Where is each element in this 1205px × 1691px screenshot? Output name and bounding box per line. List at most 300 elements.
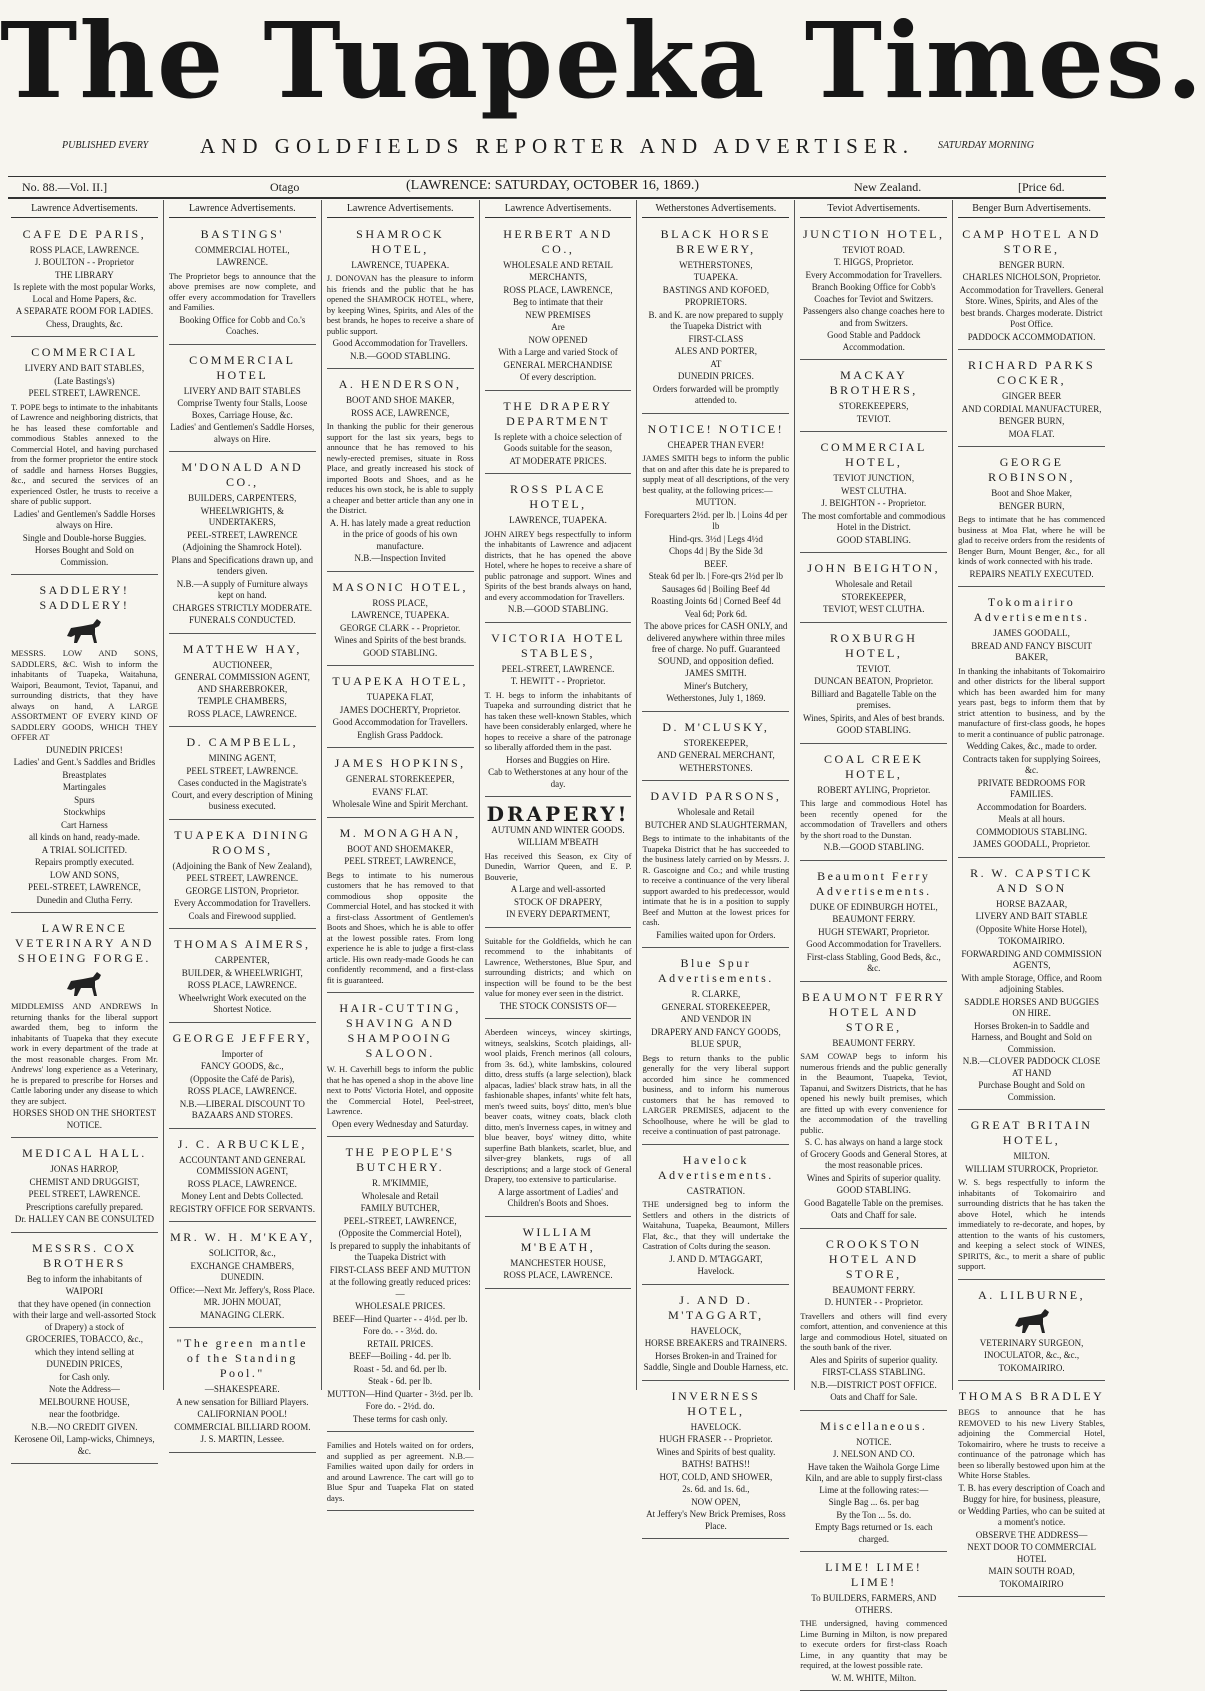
advertisement (642, 417, 789, 712)
advertisement (485, 1022, 632, 1217)
column-header: Benger Burn Advertisements. (958, 200, 1105, 218)
ad-line: Orders forwarded will be promptly attended to. (652, 383, 779, 405)
advertisement (642, 715, 789, 782)
ad-line: Comprise Twenty four Stalls, Loose Boxes, Carriage House, &c. (177, 398, 308, 420)
ad-body-text: The Proprietor begs to announce that the above premises are now complete, and offer every accommodation for Travellers and Families. (168, 270, 316, 312)
ad-line: which they intend selling at (34, 1346, 135, 1357)
ad-line: Fore do. - 2½d. do. (365, 1401, 435, 1411)
ad-extra-line: Repairs promptly executed. (34, 857, 135, 867)
ad-line: NOW OPEN, (691, 1496, 741, 1507)
ad-line: MELBOURNE HOUSE, (39, 1396, 130, 1407)
ad-line: AT MODERATE PRICES. (509, 455, 607, 466)
ad-title: MATTHEW HAY, (182, 641, 302, 656)
ad-extra-line: Wedding Cakes, &c., made to order. (966, 741, 1097, 751)
newspaper-title: The Tuapeka Times. (0, 0, 1205, 122)
ad-title: COMMERCIAL (31, 345, 138, 359)
ad-line: N.B.—LIBERAL DISCOUNT TO BAZAARS AND STORES. (179, 1098, 305, 1120)
ad-line: ROBERT AYLING, Proprietor. (817, 784, 931, 795)
ad-line: J. NELSON AND CO. (832, 1449, 915, 1459)
ad-title: TUAPEKA HOTEL, (332, 674, 468, 688)
ad-extra-line: Booking Office for Cobb and Co.'s Coaches. (179, 314, 306, 336)
ad-line: CHARLES NICHOLSON, Proprietor. (962, 272, 1101, 282)
ad-line: BOOT AND SHOE MAKER, (345, 395, 455, 405)
ad-body-text: MESSRS. LOW AND SONS, SADDLERS, &C. Wish to inform the inhabitants of Tuapeka, Waitahuna, Waipori, Beaumont, Teviot, Tapanui, and surrounding districts, that they have always on hand, A LARGE ASSORTMENT OF EVERY KIND OF SADDLERY GOODS, WHICH THEY OFFER AT (11, 648, 158, 742)
ad-line: WHOLESALE PRICES. (355, 1301, 446, 1311)
advertisement (327, 996, 474, 1137)
ad-line: PEEL STREET, LAWRENCE, (344, 856, 457, 866)
ad-extra-line: Havelock. (697, 1266, 735, 1276)
ad-line: Beg to intimate that their (513, 297, 603, 307)
ad-line: GENERAL STOREKEEPER, (661, 1001, 771, 1012)
ad-title: A. HENDERSON, (338, 377, 462, 391)
ad-line: LIVERY AND BAIT STABLES (183, 385, 301, 396)
column-6 (795, 200, 953, 1683)
ad-extra-line: STOCK OF DRAPERY, (514, 896, 602, 907)
ad-line: Wines and Spirits of best quality. (656, 1446, 776, 1457)
ad-title: Beaumont Ferry Advertisements. (815, 868, 932, 898)
ad-line: WILLIAM STURROCK, Proprietor. (965, 1163, 1099, 1174)
ad-line: MOA FLAT. (1008, 428, 1055, 439)
ad-extra-line: J. AND D. M'TAGGART, (669, 1253, 763, 1264)
ad-extra-line: all kinds on hand, ready-made. (28, 832, 140, 842)
ad-line: PEEL STREET, LAWRENCE. (28, 388, 141, 398)
ad-line: 2s. 6d. and 1s. 6d., (682, 1484, 750, 1494)
ad-extra-line: S. C. has always on hand a large stock of Grocery Goods and General Stores, at the most reasonable prices. (800, 1137, 948, 1170)
ad-line: T. HEWITT - - Proprietor. (510, 676, 606, 686)
ad-title: JOHN BEIGHTON, (807, 561, 941, 575)
ad-line: N.B.—A supply of Furniture always kept on hand. (176, 578, 308, 600)
ad-line: Of every description. (519, 372, 597, 382)
ad-line: Purchase Bought and Sold on Commission. (978, 1080, 1085, 1102)
ad-body-text: Begs to intimate that he has commenced business at Moa Flat, where he will be glad to receive orders from the residents of Benger Burn, Mount Benger, &c., for all kinds of work connected with his trade. (958, 514, 1106, 566)
horse-icon (1009, 1306, 1055, 1336)
ad-title: Havelock Advertisements. (657, 1152, 774, 1182)
advertisement (958, 1283, 1105, 1382)
ad-line: TOKOMAIRIRO. (998, 1362, 1065, 1373)
ad-extra-line: OBSERVE THE ADDRESS— (975, 1529, 1088, 1540)
ad-extra-line: W. M. WHITE, Milton. (831, 1672, 917, 1683)
ad-line: Steak - 6d. per lb. (368, 1376, 433, 1386)
advertisement (800, 864, 947, 982)
ad-body-text: Begs to intimate to the inhabitants of the Tuapeka District that he has succeeded to the business lately carried on by Messrs. J. R. Gascoigne and Co.; and while trusting to receive a continuance of the very liberal support awarded to his predecessor, would intimate that he is in a position to supply Beef and Mutton at the lowest prices for cash. (642, 833, 790, 927)
ad-line: Empty Bags returned or 1s. each charged. (814, 1522, 933, 1544)
ad-line: BATHS! BATHS!! (681, 1459, 750, 1469)
ad-line: JONAS HARROP, (50, 1164, 119, 1174)
masthead (0, 0, 1205, 176)
ad-line: Plans and Specifications drawn up, and tenders given. (171, 554, 314, 576)
ad-title: SHAMROCK HOTEL, (356, 226, 445, 256)
ad-extra-line: N.B.—GOOD STABLING. (507, 604, 609, 614)
ad-line: CHEAPER THAN EVER! (667, 439, 765, 450)
ad-line: Are (551, 322, 565, 332)
ad-extra-line: A large assortment of Ladies' and Children's Boots and Shoes. (497, 1186, 619, 1208)
advertisement (800, 985, 947, 1229)
ad-line: BEEF—Boiling - 4d. per lb. (349, 1351, 452, 1361)
ad-line: MILTON. (1013, 1151, 1050, 1161)
ad-title: COMMERCIAL HOTEL, (820, 440, 927, 469)
ad-extra-line: IN EVERY DEPARTMENT, (506, 909, 610, 919)
ad-line: WEST CLUTHA. (841, 485, 907, 496)
ad-line: BREAD AND FANCY BISCUIT BAKER, (971, 640, 1092, 662)
ad-extra-line: Chops 4d | By the Side 3d (668, 546, 763, 556)
advertisement (169, 1132, 316, 1223)
ad-extra-line: Roasting Joints 6d | Corned Beef 4d (650, 596, 781, 606)
ad-body-text: W. H. Caverhill begs to inform the public that he has opened a shop in the above line next to Potts' Victoria Hotel, and opposite the Commercial Hotel, Peel-street, Lawrence. (326, 1064, 474, 1116)
ad-line: These terms for cash only. (352, 1413, 448, 1424)
column-header: Lawrence Advertisements. (485, 200, 632, 218)
ad-line: RETAIL PRICES. (367, 1338, 434, 1349)
ad-title: LAWRENCE VETERINARY AND SHOEING FORGE. (14, 921, 154, 965)
ad-line: GINGER BEER (1001, 391, 1062, 401)
advertisement (327, 222, 474, 370)
column-4 (480, 200, 638, 1390)
ad-line: MR. JOHN MOUAT, (203, 1297, 281, 1307)
ad-line: Ladies' and Gentlemen's Saddle Horses, always on Hire. (170, 422, 315, 444)
ad-line: AT (710, 358, 722, 369)
advertisement (800, 363, 947, 432)
column-header: Lawrence Advertisements. (327, 200, 474, 218)
ad-line: First-class Stabling, Good Beds, &c., &c. (806, 951, 941, 973)
ad-extra-line: Hind-qrs. 3½d | Legs 4½d (668, 533, 763, 544)
ad-title: GEORGE JEFFERY, (172, 1030, 312, 1045)
ad-line: Wholesale and Retail (361, 1190, 439, 1201)
ad-line: Is prepared to supply the inhabitants of the Tuapeka District with (329, 1240, 471, 1262)
column-2 (164, 200, 322, 1444)
publish-day-label: SATURDAY MORNING (938, 140, 1035, 151)
ad-body-text: T. H. begs to inform the inhabitants of Tuapeka and surrounding district that he has taken these well-known Stables, which have been considerably enlarged, where he hopes to receive a share of the patronage so liberally afforded them in the past. (484, 689, 632, 752)
ad-line: Beg to inform the inhabitants of (26, 1273, 143, 1284)
ad-line: NOW OPENED (528, 334, 588, 345)
ad-line: FAMILY BUTCHER, (360, 1203, 440, 1213)
ad-body-text: BEGS to announce that he has REMOVED to his new Livery Stables, adjoining the Commercial Hotel, Tokomairiro, where he trusts to receive a continuance of the patronage which has been so liberally bestowed upon him at the White Horse Stables. (958, 1407, 1106, 1480)
ad-extra-line: Ladies' and Gentlemen's Saddle Horses always on Hire. (13, 508, 156, 530)
advertisement (169, 1026, 316, 1129)
ad-line: Boot and Shoe Maker, (991, 488, 1072, 498)
advertisement (169, 823, 316, 930)
ad-title: Miscellaneous. (820, 1418, 928, 1433)
ad-line: HORSE BREAKERS and TRAINERS. (644, 1338, 788, 1348)
ad-line: PEEL STREET, LAWRENCE. (186, 765, 299, 776)
ad-line: Horses Broken-in to Saddle and Harness, and Bought and Sold on Commission. (971, 1020, 1092, 1054)
advertisement (958, 590, 1105, 858)
ad-line: A new sensation for Billiard Players. (176, 1396, 309, 1407)
ad-title: Blue Spur Advertisements. (657, 956, 774, 985)
advertisement (958, 353, 1105, 447)
ad-line: (Adjoining the Shamrock Hotel). (182, 542, 302, 552)
ad-title: ROSS PLACE HOTEL, (509, 482, 607, 511)
ad-line: Coals and Firewood supplied. (188, 910, 297, 921)
ad-line: BLUE SPUR, (690, 1039, 742, 1049)
ad-extra-line: COMMODIOUS STABLING. (976, 826, 1087, 837)
ad-line: STOREKEEPER, (683, 737, 749, 748)
ad-line: Single Bag ... 6s. per bag (828, 1497, 919, 1507)
ad-extra-line: Families waited upon for Orders. (656, 929, 776, 940)
ad-title: HAIR-CUTTING, SHAVING AND SHAMPOOING SALOON. (339, 1001, 461, 1060)
ad-title: CROOKSTON HOTEL AND STORE, (825, 1236, 922, 1281)
ad-line: AND CORDIAL MANUFACTURER, (961, 403, 1102, 414)
advertisement (169, 1225, 316, 1328)
column-1 (6, 200, 164, 1456)
ad-extra-line: Sausages 6d | Boiling Beef 4d (661, 583, 770, 594)
ad-line: CHARGES STRICTLY MODERATE. (172, 602, 313, 613)
ad-title: THOMAS BRADLEY (958, 1389, 1105, 1403)
ad-line: FANCY GOODS, &c., (200, 1061, 284, 1071)
ad-line: REGISTRY OFFICE FOR SERVANTS. (169, 1203, 315, 1214)
ad-line: PEEL STREET, LAWRENCE. (28, 1189, 141, 1199)
ad-line: Fore do. - - 3½d. do. (363, 1326, 438, 1336)
ad-extra-line: Good Bagatelle Table on the premises. (804, 1197, 944, 1208)
ad-extra-line: Horses Bought and Sold on Commission. (34, 545, 134, 567)
ad-line: BOOT AND SHOEMAKER, (347, 843, 454, 854)
ad-line: BUILDER, & WHEELWRIGHT, (181, 967, 303, 978)
advertisement (485, 477, 632, 623)
column-header: Lawrence Advertisements. (11, 200, 158, 218)
column-3 (322, 200, 480, 1503)
advertisement (485, 222, 632, 391)
ad-title: MR. W. H. M'KEAY, (170, 1230, 315, 1244)
ad-line: LIVERY AND BAIT STABLE (975, 911, 1088, 921)
ad-line: Every Accommodation for Travellers. (174, 898, 311, 908)
ad-line: PEEL-STREET, LAWRENCE. (501, 663, 615, 674)
ad-body-text: Begs to intimate to his numerous customers that he has removed to that commodious shop opposite the Commercial Hotel, and has stocked it with a first-class Assortment of Gentlemen's Boots and Shoes, which he is able to offer at the lowest possible rates. From long experience he is able to judge a first-class article. His own ready-made Goods he can confidently recommend, and a first-class fit is guaranteed. (326, 869, 474, 985)
ad-line: EXCHANGE CHAMBERS, DUNEDIN. (190, 1260, 295, 1282)
ad-line: near the footbridge. (49, 1409, 120, 1419)
ad-line: TOKOMAIRIRO. (998, 936, 1065, 946)
ad-line: BUTCHER AND SLAUGHTERMAN, (644, 819, 787, 830)
ad-extra-line: Horses and Buggies on Hire. (506, 754, 610, 765)
ad-line: TEVIOT. (856, 663, 891, 674)
advertisement (327, 821, 474, 994)
region-label: Otago (270, 180, 300, 194)
ad-line: Note the Address— (48, 1384, 120, 1394)
ad-line: Roast - 5d. and 6d. per lb. (353, 1363, 447, 1374)
ad-line: SOLICITOR, &c., (208, 1248, 276, 1258)
advertisement (169, 455, 316, 634)
ad-line: WILLIAM M'BEATH (517, 837, 599, 847)
ad-line: AUCTIONEER, (212, 659, 273, 670)
ad-line: TEVIOT. (856, 413, 891, 424)
ad-title: LIME! LIME! LIME! (825, 1560, 923, 1589)
ad-line: Importer of (221, 1048, 263, 1059)
ad-line: ROSS PLACE, LAWRENCE. (503, 1270, 613, 1280)
advertisement (11, 340, 158, 575)
ad-line: GOOD STABLING. (836, 725, 911, 735)
ad-line: Wines, Spirits, and Ales of best brands. (803, 712, 945, 723)
ad-extra-line: Cab to Wetherstones at any hour of the day. (488, 767, 628, 789)
advertisement (485, 626, 632, 798)
published-every-label: PUBLISHED EVERY (62, 140, 149, 151)
ad-extra-line: A. H. has lately made a great reduction in the price of goods of his own manufacture. (329, 517, 471, 551)
ad-line: WHEELWRIGHTS, & UNDERTAKERS, (200, 505, 284, 527)
ad-body-text: Begs to return thanks to the public generally for the very liberal support accorded him since he commenced business, and to inform his numerous customers that he has removed to LARGER PREMISES, adjacent to the Schoolhouse, where he will be glad to receive a continuation of past patronage. (642, 1052, 790, 1136)
ad-extra-line: Stockwhips (63, 807, 106, 817)
ad-body-text: MIDDLEMISS AND ANDREWS In returning thanks for the liberal support awarded them, beg to inform the inhabitants of Tuapeka that they execute work in every department of the trade at the most reasonable charges. From Mr. Andrews' long experience as a Veterinary, he is prepared to prescribe for Horses and Cattle laboring under any disease to which they are subject. (11, 1001, 158, 1106)
ad-title: MEDICAL HALL. (22, 1146, 147, 1160)
ad-line: COMMERCIAL BILLIARD ROOM. (174, 1421, 311, 1432)
ad-line: FIRST-CLASS BEEF AND MUTTON (329, 1264, 471, 1275)
ad-line: D. HUNTER - - Proprietor. (824, 1297, 923, 1307)
ad-line: TUAPEKA. (693, 272, 738, 282)
ad-line: LIVERY AND BAIT STABLES, (24, 363, 145, 373)
issue-info-bar (8, 176, 1106, 199)
advertisement (485, 394, 632, 475)
ad-line: Money Lent and Debts Collected. (181, 1191, 304, 1201)
advertisement (327, 372, 474, 572)
ad-line: CASTRATION. (686, 1185, 745, 1196)
price-label: [Price 6d. (1018, 180, 1065, 194)
ad-line: HAVELOCK. (690, 1421, 742, 1432)
ad-title: GEORGE ROBINSON, (988, 455, 1075, 484)
advertisement (642, 951, 789, 1145)
ad-line: ALES AND PORTER, (674, 346, 757, 356)
ad-extra-line: Good Accommodation for Travellers. (332, 338, 468, 348)
ad-line: The most comfortable and commodious Hotel in the District. (801, 510, 946, 532)
ad-title: VICTORIA HOTEL STABLES, (491, 630, 625, 660)
issue-number: No. 88.—Vol. II.] (22, 180, 108, 194)
ad-extra-line: Single and Double-horse Buggies. (22, 532, 147, 543)
ad-body-text: JAMES SMITH begs to inform the public that on and after this date he is prepared to supply meat of all descriptions, of the very best quality, at the following prices:— (642, 453, 790, 495)
ad-line: B. and K. are now prepared to supply the Tuapeka District with (648, 309, 784, 331)
ad-line: MINING AGENT, (208, 753, 276, 763)
ad-line: J. BEIGHTON - - Proprietor. (821, 498, 927, 508)
ad-title: M. MONAGHAN, (339, 825, 461, 840)
advertisement (327, 669, 474, 748)
ad-extra-line: LOW AND SONS, (49, 869, 119, 880)
ad-title: SADDLERY! SADDLERY! (39, 583, 130, 612)
ad-extra-line: MAIN SOUTH ROAD, (988, 1566, 1075, 1576)
advertisement (11, 222, 158, 338)
ad-line: MUTTON—Hind Quarter - 3½d. per lb. (327, 1388, 474, 1399)
column-header: Wetherstones Advertisements. (642, 200, 789, 218)
ad-line: NOTICE. (856, 1436, 892, 1447)
ad-line: TUAPEKA FLAT, (366, 692, 434, 702)
advertisement (800, 222, 947, 361)
ad-title: D. M'CLUSKY, (662, 719, 770, 734)
ad-title: J. C. ARBUCKLE, (177, 1136, 307, 1151)
ad-title: JAMES HOPKINS, (334, 756, 466, 770)
ad-line: Good Accommodation for Travellers. (332, 717, 468, 727)
ad-line: Wines and Spirits of the best brands. (334, 635, 467, 645)
ad-title: NOTICE! NOTICE! (647, 421, 785, 436)
ad-line: PROPRIETORS. (684, 297, 747, 307)
ad-line: CARPENTER, (214, 955, 270, 965)
ad-extra-line: A Large and well-assorted (510, 884, 606, 894)
advertisement (800, 626, 947, 744)
ad-line: Office:—Next Mr. Jeffery's, Ross Place. (169, 1284, 315, 1295)
ad-line: AND GENERAL MERCHANT, (656, 750, 775, 760)
ad-extra-line: TOKOMAIRIRO (999, 1578, 1064, 1589)
ad-title: ROXBURGH HOTEL, (830, 630, 918, 660)
ad-body-text: Suitable for the Goldfields, which he can recommend to the inhabitants of Lawrence, Wetherstones, Blue Spur, and surrounding districts; and which on inspection will be found to be the best value for money ever seen in the district. (484, 935, 632, 998)
ad-line: GENERAL STOREKEEPER, (345, 774, 455, 784)
ad-line: R. CLARKE, (691, 989, 741, 999)
ad-title: HERBERT AND CO., (503, 226, 613, 256)
ad-extra-line: N.B.—DISTRICT POST OFFICE. (810, 1379, 937, 1390)
advertisement (169, 932, 316, 1023)
ad-title: J. AND D. M'TAGGART, (668, 1292, 764, 1322)
ad-extra-line: PRIVATE BEDROOMS FOR FAMILIES. (977, 777, 1086, 799)
advertisement (642, 1288, 789, 1381)
ad-line: J. BOULTON - - Proprietor (34, 257, 135, 267)
ad-title: COAL CREEK HOTEL, (823, 751, 924, 781)
newspaper-subtitle: AND GOLDFIELDS REPORTER AND ADVERTISER. (200, 134, 914, 158)
ad-line: Branch Booking Office for Cobb's Coaches for Teviot and Switzers. (811, 282, 936, 304)
ad-line: JAMES DOCHERTY, Proprietor. (339, 704, 461, 715)
ad-line: Dr. HALLEY CAN BE CONSULTED (14, 1214, 154, 1224)
ad-body-text: This large and commodious Hotel has been recently opened for the accommodation of Travellers and others by the short road to the Dunstan. (800, 798, 948, 840)
ad-body-text: THE undersigned beg to inform the Settlers and others in the districts of Waitahuna, Tuapeka, Beaumont, Millers Flat, &c., that they will undertake the Castration of Colts during the season. (642, 1199, 790, 1251)
advertisement (327, 1435, 474, 1511)
ad-line: PEEL-STREET, LAWRENCE (186, 529, 298, 540)
ad-title: BLACK HORSE BREWERY, (660, 226, 772, 256)
ad-line: BEEF—Hind Quarter - - 4½d. per lb. (332, 1313, 468, 1324)
ad-body-text: Families and Hotels waited on for orders, and supplied as per agreement. N.B.—Families waited upon daily for orders in and around Lawrence. The cart will go to Blue Spur and Tuapeka Flat on stated days. (326, 1440, 474, 1503)
ad-line: TEVIOT JUNCTION, (833, 473, 915, 483)
ad-line: NEW PREMISES (525, 309, 591, 320)
advertisement (327, 1140, 474, 1432)
advertisement-columns (6, 200, 1110, 1683)
ad-extra-line: JAMES SMITH. (685, 668, 747, 678)
column-5 (637, 200, 795, 1531)
ad-line: N.B.—NO CREDIT GIVEN. (31, 1421, 138, 1432)
ad-body-text: In thanking the inhabitants of Tokomairiro and other districts for the liberal support which has been awarded him for many years past, begs to inform them that by strict attention to business, and by the manufacture of first-class goods, he hopes to merit a continuance of public patronage. (958, 665, 1106, 739)
ad-line: Is replete with the most popular Works, Local and Home Papers, &c. (13, 282, 156, 304)
ad-line: To BUILDERS, FARMERS, AND OTHERS. (811, 1593, 937, 1615)
ad-extra-line: FIRST-CLASS STABLING. (822, 1367, 926, 1377)
advertisement (11, 1236, 158, 1465)
ad-title: A. LILBURNE, (978, 1287, 1086, 1302)
drapery-banner: DRAPERY! (486, 802, 630, 826)
ad-title: TUAPEKA DINING ROOMS, (174, 827, 311, 857)
ad-line: PEEL-STREET, LAWRENCE, (343, 1215, 457, 1226)
ad-line: (Late Bastings's) (54, 375, 115, 386)
advertisement (485, 800, 632, 928)
ad-title: D. CAMPBELL, (186, 735, 299, 749)
ad-line: COMMERCIAL HOTEL, (194, 244, 290, 255)
ad-line: Prescriptions carefully prepared. (25, 1201, 144, 1212)
ad-line: WETHERSTONES. (679, 762, 753, 773)
ad-line: ROSS PLACE, LAWRENCE, (503, 284, 613, 295)
ad-body-text: JOHN AIREY begs respectfully to inform the inhabitants of Lawrence and adjacent districts, that he has opened the above Hotel, where he hopes to receive a share of public patronage and support. Wines and Spirits of the best brands always on hand, and every accommodation for Travellers. (484, 528, 632, 602)
ad-extra-line: Martingales (62, 782, 106, 792)
advertisement (800, 1232, 947, 1411)
ad-extra-line: T. B. has every description of Coach and Buggy for hire, for business, pleasure, or Wedding Parties, who can be suited at a moment's notice. (958, 1482, 1105, 1527)
ad-body-text: THE undersigned, having commenced Lime Burning in Milton, is now prepared to execute orders for first-class Roach Lime, in any quantity that may be required, at the lowest possible rate. (800, 1618, 948, 1670)
ad-title: COMMERCIAL HOTEL (189, 352, 296, 382)
ad-extra-line: Miner's Butchery, (683, 680, 748, 691)
ad-line: HAVELOCK, (690, 1325, 742, 1336)
ad-extra-line: MUTTON. (695, 497, 737, 507)
advertisement (485, 931, 632, 1020)
ad-title: CAMP HOTEL AND STORE, (962, 226, 1101, 256)
ad-line: INOCULATOR, &c., &c., (984, 1350, 1080, 1360)
advertisement (958, 1113, 1105, 1280)
ad-extra-line: Forequarters 2½d. per lb. | Loins 4d per lb (644, 509, 788, 531)
ad-extra-line: GOOD STABLING. (836, 1185, 911, 1195)
ad-line: LAWRENCE, TUAPEKA. (351, 610, 450, 620)
ad-line: that they have opened (in connection with their large and well-assorted Stock of Drapery) a stock of (12, 1298, 156, 1332)
ad-title: MASONIC HOTEL, (332, 579, 468, 594)
ad-line: BENGER BURN. (998, 259, 1065, 270)
ad-line: PADDOCK ACCOMMODATION. (967, 331, 1096, 342)
ad-line: BENGER BURN, (998, 416, 1065, 426)
ad-title: THE PEOPLE'S BUTCHERY. (345, 1145, 455, 1174)
ad-line: At Jeffery's New Brick Premises, Ross Place. (646, 1509, 786, 1531)
column-header: Teviot Advertisements. (800, 200, 947, 218)
advertisement (800, 556, 947, 623)
ad-line: Passengers also change coaches here to and from Switzers. (802, 306, 945, 328)
ad-line: (Opposite White Horse Hotel), (976, 923, 1087, 934)
